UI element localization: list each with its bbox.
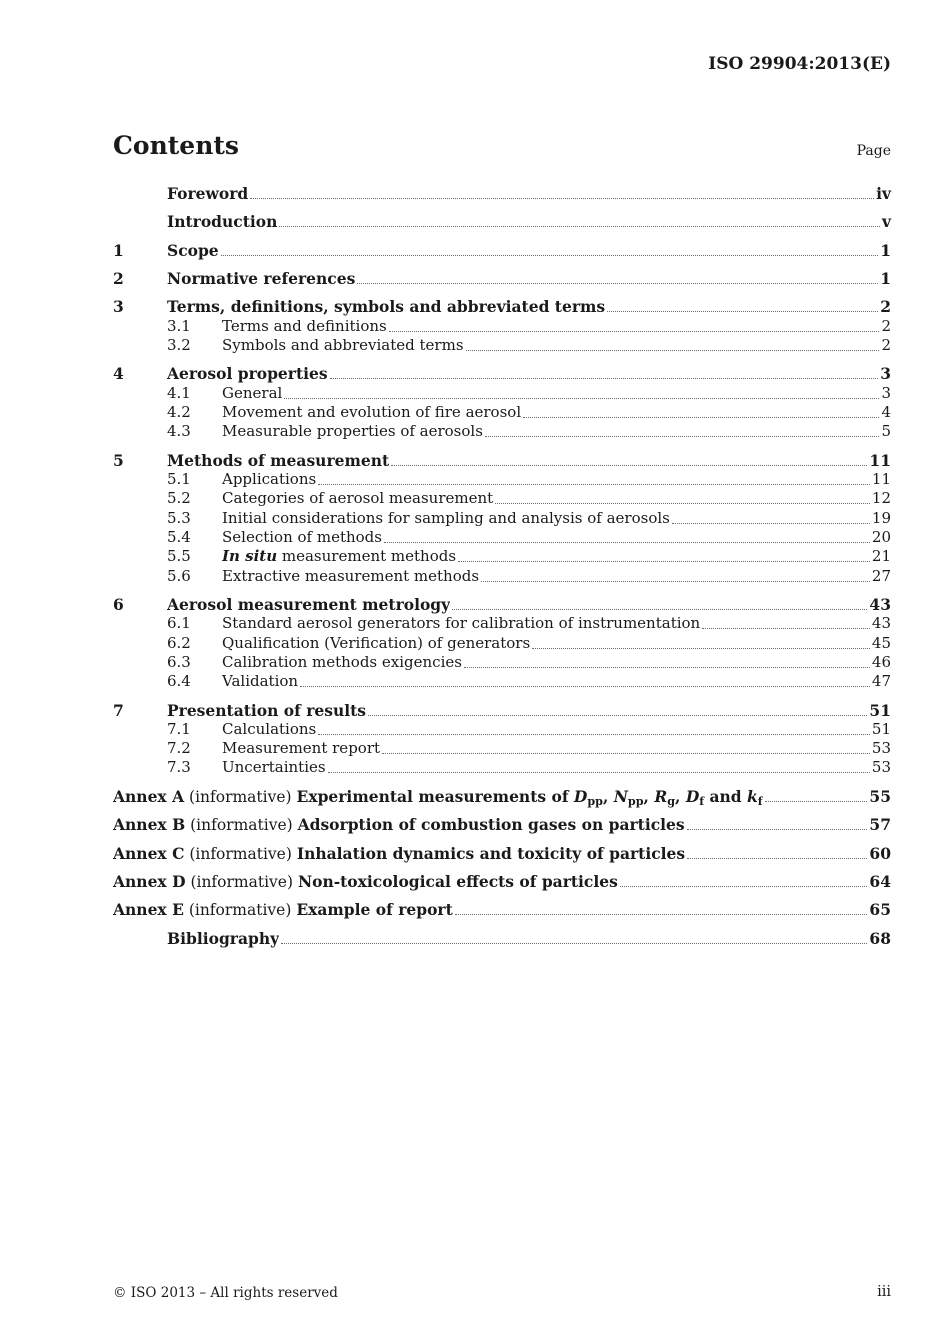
dot-leader xyxy=(279,225,880,227)
annex-informative-label: (informative) xyxy=(184,845,297,863)
standard-id: ISO 29904:2013(E) xyxy=(708,54,891,74)
toc-title-text: Symbols and abbreviated terms xyxy=(222,336,464,354)
math-subscript: pp xyxy=(587,795,603,809)
toc-section-row[interactable] xyxy=(113,451,891,471)
toc-number: 6.2 xyxy=(167,634,191,652)
dot-leader xyxy=(328,771,870,773)
dot-leader xyxy=(318,733,870,735)
toc-title xyxy=(222,547,456,565)
toc-section-row[interactable] xyxy=(113,184,891,204)
math-subscript: pp xyxy=(627,795,644,809)
toc-number: 7.3 xyxy=(167,758,191,776)
toc-title xyxy=(167,451,389,470)
toc-subsection-row[interactable] xyxy=(113,758,891,778)
toc-title-text: Selection of methods xyxy=(222,528,382,546)
toc-title xyxy=(167,269,355,288)
toc-subsection-row[interactable] xyxy=(113,567,891,587)
toc-number: 7.1 xyxy=(167,720,191,738)
toc-page-number: 45 xyxy=(871,634,891,652)
annex-informative-label: (informative) xyxy=(184,788,297,806)
toc-number: 5.4 xyxy=(167,528,191,546)
dot-leader xyxy=(485,435,880,437)
math-symbol: D xyxy=(685,787,700,806)
toc-section-row[interactable] xyxy=(113,701,891,721)
toc-number: 6 xyxy=(113,595,124,614)
toc-subsection-row[interactable] xyxy=(113,720,891,740)
toc-page-number: 68 xyxy=(869,929,891,948)
toc-page-number: 53 xyxy=(871,739,891,757)
toc-title xyxy=(222,720,316,738)
toc-title xyxy=(167,364,328,383)
toc-page-number: 64 xyxy=(869,872,891,891)
toc-page-number: 1 xyxy=(880,269,891,288)
annex-title: Adsorption of combustion gases on particles xyxy=(297,815,685,834)
toc-title-text: Aerosol properties xyxy=(167,364,328,383)
toc-title xyxy=(222,567,479,585)
toc-annex-row[interactable] xyxy=(113,900,891,920)
toc-number: 5 xyxy=(113,451,124,470)
toc-annex-row[interactable] xyxy=(113,872,891,892)
dot-leader xyxy=(702,627,870,629)
toc-title-text: Measurement report xyxy=(222,739,381,757)
toc-title-text: measurement methods xyxy=(277,547,457,565)
toc-annex-row[interactable] xyxy=(113,844,891,864)
toc-title xyxy=(113,900,453,919)
dot-leader xyxy=(368,714,867,716)
toc-subsection-row[interactable] xyxy=(113,547,891,567)
toc-number: 5.3 xyxy=(167,509,191,527)
dot-leader xyxy=(687,857,867,859)
dot-leader xyxy=(523,416,879,418)
toc-title xyxy=(222,614,700,632)
toc-title-text: Categories of aerosol measurement xyxy=(222,489,494,507)
toc-title xyxy=(222,653,462,671)
toc-section-row[interactable] xyxy=(113,364,891,384)
dot-leader xyxy=(281,942,867,944)
toc-page-number: 20 xyxy=(871,528,891,546)
annex-informative-label: (informative) xyxy=(185,816,298,834)
math-symbol: D xyxy=(573,787,588,806)
toc-page-number: 55 xyxy=(869,787,891,806)
dot-leader xyxy=(357,282,878,284)
toc-page-number: 11 xyxy=(871,470,891,488)
toc-title-text: Introduction xyxy=(167,212,278,231)
dot-leader xyxy=(495,502,870,504)
toc-title xyxy=(113,844,685,863)
toc-title-text: Validation xyxy=(222,672,299,690)
toc-title xyxy=(222,634,530,652)
toc-title-text: General xyxy=(222,384,283,402)
toc-section-row[interactable] xyxy=(113,595,891,615)
dot-leader xyxy=(330,377,879,379)
toc-page-number: 27 xyxy=(871,567,891,585)
toc-title xyxy=(222,528,382,546)
toc-title xyxy=(222,336,464,354)
toc-title-text: Aerosol measurement metrology xyxy=(167,595,451,614)
toc-page-number: iv xyxy=(876,184,891,203)
dot-leader xyxy=(384,541,870,543)
toc-title xyxy=(167,929,279,948)
toc-section-row[interactable] xyxy=(113,297,891,317)
toc-number: 7.2 xyxy=(167,739,191,757)
toc-title xyxy=(113,872,618,891)
toc-subsection-row[interactable] xyxy=(113,403,891,423)
dot-leader xyxy=(318,483,870,485)
math-subscript: f xyxy=(699,795,705,809)
toc-section-row[interactable] xyxy=(113,212,891,232)
toc-title xyxy=(222,317,387,335)
toc-page-number: v xyxy=(881,212,891,231)
toc-page-number: 2 xyxy=(881,317,891,335)
dot-leader xyxy=(466,349,880,351)
toc-title-text: Standard aerosol generators for calibration of instrumentation xyxy=(222,614,701,632)
toc-title xyxy=(222,403,521,421)
toc-page-number: 2 xyxy=(881,336,891,354)
toc-page-number: 19 xyxy=(871,509,891,527)
toc-page-number: 51 xyxy=(871,720,891,738)
toc-title-text: Methods of measurement xyxy=(167,451,390,470)
annex-informative-label: (informative) xyxy=(185,873,298,891)
toc-title-text: Calibration methods exigencies xyxy=(222,653,462,671)
toc-title xyxy=(222,470,316,488)
toc-number: 3.2 xyxy=(167,336,191,354)
toc-subsection-row[interactable] xyxy=(113,489,891,509)
dot-leader xyxy=(382,752,870,754)
toc-page-number: 5 xyxy=(881,422,891,440)
math-symbol: k xyxy=(747,787,758,806)
toc-page-number: 43 xyxy=(869,595,891,614)
page-column-label: Page xyxy=(856,143,891,159)
math-subscript: f xyxy=(757,795,763,809)
toc-number: 3 xyxy=(113,297,124,316)
dot-leader xyxy=(765,800,868,802)
annex-informative-label: (informative) xyxy=(183,901,297,919)
toc-section-row[interactable] xyxy=(113,241,891,261)
page-number: iii xyxy=(877,1284,891,1300)
annex-label: Annex B xyxy=(113,815,186,834)
toc-title xyxy=(222,758,326,776)
toc-number: 1 xyxy=(113,241,124,260)
toc-title xyxy=(113,787,763,808)
toc-number: 5.1 xyxy=(167,470,191,488)
toc-title xyxy=(222,384,282,402)
dot-leader xyxy=(532,647,870,649)
toc-page-number: 1 xyxy=(880,241,891,260)
toc-page-number: 47 xyxy=(871,672,891,690)
toc-page-number: 65 xyxy=(869,900,891,919)
toc-page-number: 3 xyxy=(881,384,891,402)
toc-number: 4.3 xyxy=(167,422,191,440)
symbol-separator: and xyxy=(704,787,748,806)
dot-leader xyxy=(481,580,870,582)
toc-number: 4.2 xyxy=(167,403,191,421)
dot-leader xyxy=(620,885,868,887)
toc-subsection-row[interactable] xyxy=(113,739,891,759)
toc-number: 5.6 xyxy=(167,567,191,585)
toc-title xyxy=(167,595,450,614)
toc-title xyxy=(167,701,366,720)
toc-title-text: Extractive measurement methods xyxy=(222,567,480,585)
dot-leader xyxy=(464,666,870,668)
toc-title-italic: In situ xyxy=(222,547,278,565)
toc-annex-row[interactable] xyxy=(113,787,891,807)
toc-title-text: Terms and definitions xyxy=(222,317,387,335)
toc-title xyxy=(167,184,248,203)
dot-leader xyxy=(672,522,870,524)
toc-subsection-row[interactable] xyxy=(113,509,891,529)
toc-number: 6.1 xyxy=(167,614,191,632)
toc-page-number: 2 xyxy=(880,297,891,316)
toc-number: 2 xyxy=(113,269,124,288)
symbol-separator: , xyxy=(602,787,614,806)
toc-subsection-row[interactable] xyxy=(113,422,891,442)
toc-title-text: Presentation of results xyxy=(167,701,366,720)
dot-leader xyxy=(391,464,867,466)
toc-subsection-row[interactable] xyxy=(113,634,891,654)
toc-title-text: Measurable properties of aerosols xyxy=(222,422,483,440)
toc-subsection-row[interactable] xyxy=(113,653,891,673)
toc-title xyxy=(167,297,605,316)
toc-title-text: Calculations xyxy=(222,720,317,738)
toc-page-number: 12 xyxy=(871,489,891,507)
toc-section-row[interactable] xyxy=(113,929,891,949)
toc-page-number: 57 xyxy=(869,815,891,834)
toc-title-text: Normative references xyxy=(167,269,356,288)
symbol-separator: , xyxy=(675,787,686,806)
toc-subsection-row[interactable] xyxy=(113,317,891,337)
symbol-separator: , xyxy=(643,787,655,806)
toc-number: 3.1 xyxy=(167,317,191,335)
toc-page-number: 21 xyxy=(871,547,891,565)
annex-label: Annex D xyxy=(113,872,186,891)
toc-number: 5.5 xyxy=(167,547,191,565)
toc-number: 6.4 xyxy=(167,672,191,690)
toc-title xyxy=(222,739,380,757)
math-subscript: g xyxy=(667,795,676,809)
dot-leader xyxy=(250,197,874,199)
copyright-notice: © ISO 2013 – All rights reserved xyxy=(113,1285,338,1301)
page-title: Contents xyxy=(113,131,240,160)
toc-title xyxy=(167,241,219,260)
toc-title xyxy=(222,672,298,690)
toc-section-row[interactable] xyxy=(113,269,891,289)
toc-annex-row[interactable] xyxy=(113,815,891,835)
annex-title: Non-toxicological effects of particles xyxy=(297,872,618,891)
annex-title: Inhalation dynamics and toxicity of particles xyxy=(296,844,686,863)
annex-title: Experimental measurements of xyxy=(296,787,574,806)
toc-title-text: Applications xyxy=(222,470,317,488)
toc-number: 7 xyxy=(113,701,124,720)
toc-page-number: 3 xyxy=(880,364,891,383)
toc-subsection-row[interactable] xyxy=(113,672,891,692)
dot-leader xyxy=(607,310,878,312)
toc-title-text: Uncertainties xyxy=(222,758,326,776)
toc-subsection-row[interactable] xyxy=(113,528,891,548)
annex-label: Annex A xyxy=(113,787,185,806)
toc-title xyxy=(167,212,277,231)
annex-title: Example of report xyxy=(296,900,453,919)
math-symbol: R xyxy=(654,787,668,806)
toc-subsection-row[interactable] xyxy=(113,384,891,404)
toc-subsection-row[interactable] xyxy=(113,470,891,490)
toc-page-number: 11 xyxy=(869,451,891,470)
dot-leader xyxy=(221,254,879,256)
dot-leader xyxy=(687,828,868,830)
toc-title-text: Qualification (Verification) of generators xyxy=(222,634,531,652)
toc-number: 4 xyxy=(113,364,124,383)
dot-leader xyxy=(455,913,868,915)
annex-label: Annex C xyxy=(113,844,185,863)
dot-leader xyxy=(284,397,879,399)
toc-title xyxy=(222,509,670,527)
dot-leader xyxy=(452,608,867,610)
toc-number: 5.2 xyxy=(167,489,191,507)
math-symbol: N xyxy=(613,787,628,806)
toc-number: 6.3 xyxy=(167,653,191,671)
toc-subsection-row[interactable] xyxy=(113,614,891,634)
toc-page-number: 60 xyxy=(869,844,891,863)
toc-title-text: Bibliography xyxy=(167,929,280,948)
dot-leader xyxy=(300,685,870,687)
toc-page-number: 53 xyxy=(871,758,891,776)
toc-subsection-row[interactable] xyxy=(113,336,891,356)
toc-title-text: Scope xyxy=(167,241,219,260)
dot-leader xyxy=(389,330,880,332)
toc-number: 4.1 xyxy=(167,384,191,402)
annex-label: Annex E xyxy=(113,900,184,919)
toc-title-text: Movement and evolution of fire aerosol xyxy=(222,403,522,421)
toc-title-text: Terms, definitions, symbols and abbreviated terms xyxy=(167,297,606,316)
toc-page-number: 43 xyxy=(871,614,891,632)
toc-title xyxy=(222,422,483,440)
toc-page-number: 51 xyxy=(869,701,891,720)
toc-title xyxy=(113,815,685,834)
toc-title-text: Foreword xyxy=(167,184,249,203)
toc-title xyxy=(222,489,493,507)
toc-title-text: Initial considerations for sampling and analysis of aerosols xyxy=(222,509,670,527)
toc-page-number: 46 xyxy=(871,653,891,671)
toc-page-number: 4 xyxy=(881,403,891,421)
dot-leader xyxy=(458,560,870,562)
